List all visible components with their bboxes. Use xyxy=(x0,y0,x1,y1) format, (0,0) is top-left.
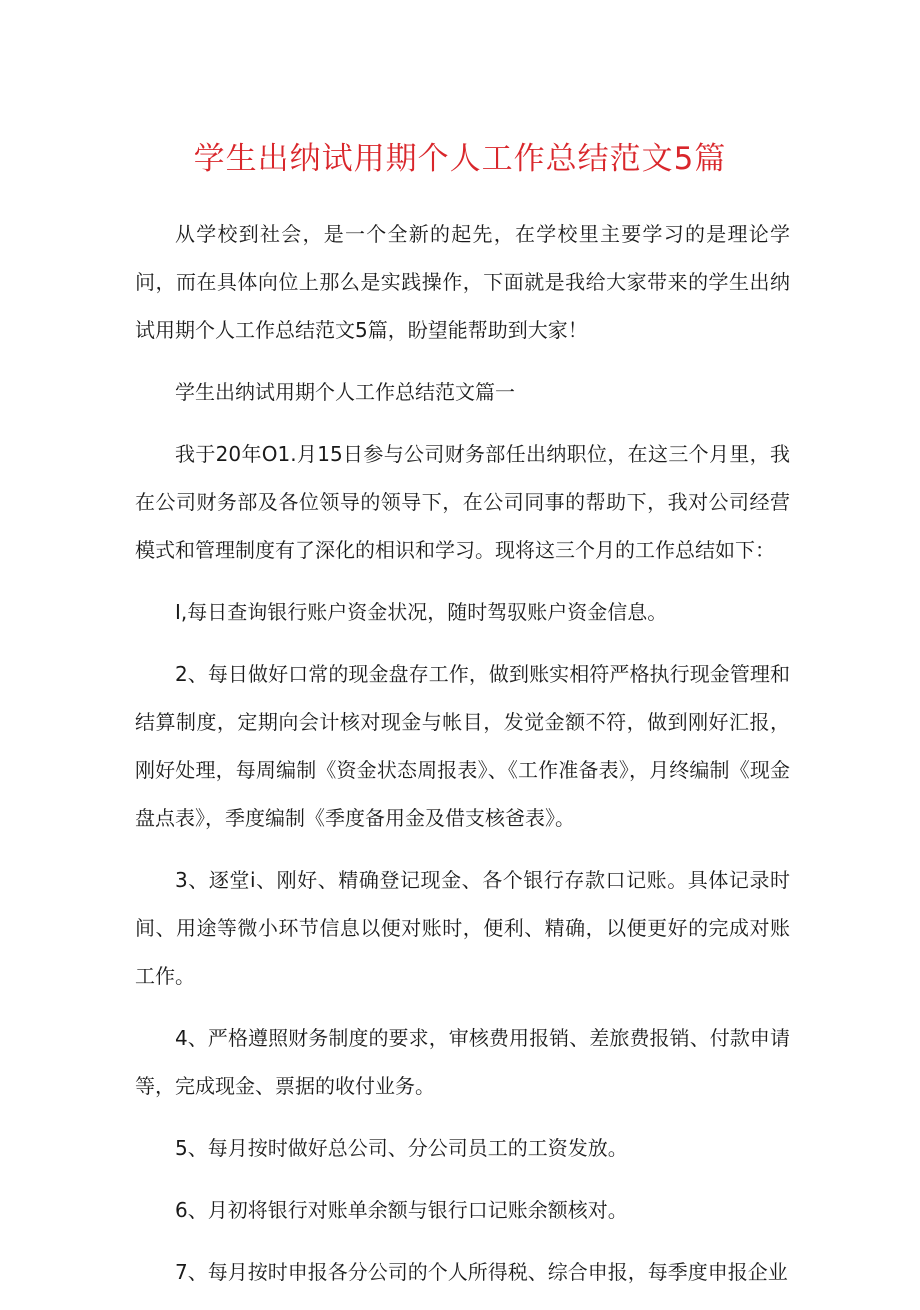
list-item: 7、每月按时申报各分公司的个人所得税、综合申报，每季度申报企业 xyxy=(175,1260,788,1284)
list-item: 4、严格遵照财务制度的要求，审核费用报销、差旅费报销、付款申请等，完成现金、票据的收付业务。 xyxy=(135,1026,790,1098)
list-item: 6、月初将银行对账单余额与银行口记账余额核对。 xyxy=(175,1198,628,1222)
intro-paragraph: 从学校到社会，是一个全新的起先，在学校里主要学习的是理论学问，而在具体向位上那么是实践操作，下面就是我给大家带来的学生出纳试用期个人工作总结范文5篇，盼望能帮助到大家！ xyxy=(135,222,790,342)
document-title: 学生出纳试用期个人工作总结范文5篇 xyxy=(193,141,727,177)
body-paragraph: 我于20年O1.月15日参与公司财务部任出纳职位，在这三个月里，我在公司财务部及各位领导的领导下，在公司同事的帮助下，我对公司经营模式和管理制度有了深化的相识和学习。现将这三个月的工作总结如下： xyxy=(135,442,790,562)
list-item: 5、每月按时做好总公司、分公司员工的工资发放。 xyxy=(175,1136,628,1160)
list-item: 2、每日做好口常的现金盘存工作，做到账实相符严格执行现金管理和结算制度，定期向会计核对现金与帐目，发觉金额不符，做到刚好汇报，刚好处理，每周编制《资金状态周报表》、《工作准备表》，月终编制《现金盘点表》，季度编制《季度备用金及借支核爸表》。 xyxy=(135,662,790,830)
list-item: I,每日查询银行账户资金状况，随时驾驭账户资金信息。 xyxy=(175,600,668,624)
list-item: 3、逐堂i、刚好、精确登记现金、各个银行存款口记账。具体记录时间、用途等微小环节信息以便对账时，便利、精确，以便更好的完成对账工作。 xyxy=(135,868,790,988)
section-heading: 学生出纳试用期个人工作总结范文篇一 xyxy=(175,380,515,404)
document-body xyxy=(135,210,790,1310)
